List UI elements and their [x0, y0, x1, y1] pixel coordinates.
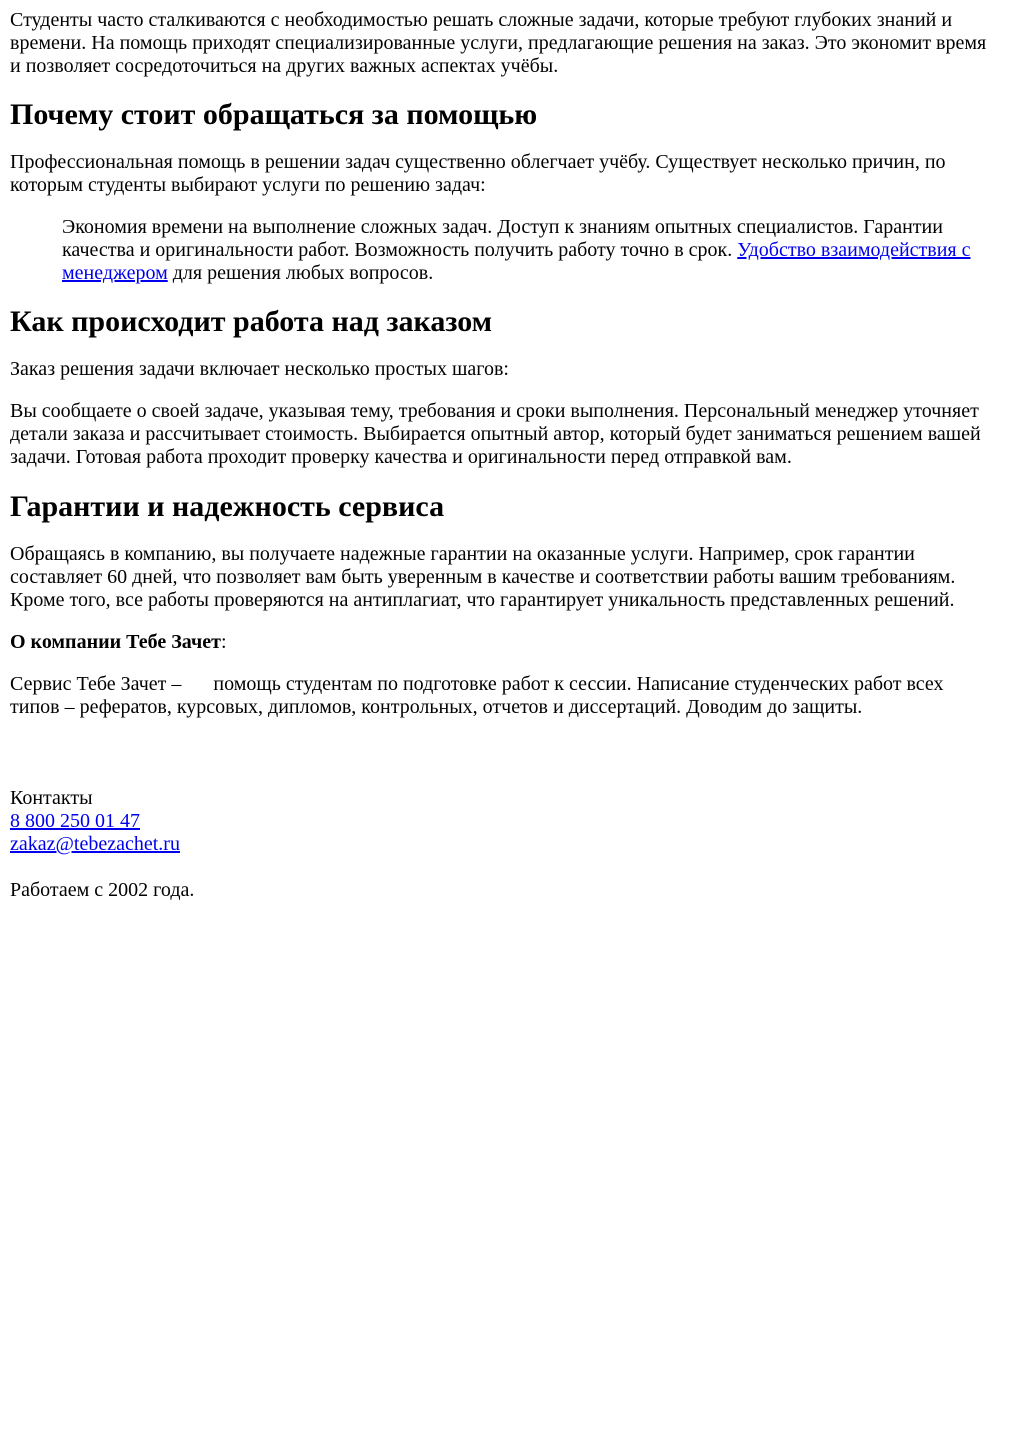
- about-title: [10, 631, 994, 654]
- heading-guarantees: Гарантии и надежность сервиса: [10, 490, 445, 523]
- manager-link[interactable]: Удобство взаимодействия с менеджером: [62, 239, 971, 284]
- about-title-bold: О компании Тебе Зачет: [10, 631, 221, 653]
- phone-link[interactable]: 8 800 250 01 47: [10, 810, 140, 832]
- benefits-tail: для решения любых вопросов.: [172, 262, 434, 284]
- guarantees-paragraph: Обращаясь в компанию, вы получаете надежные гарантии на оказанные услуги. Например, срок гарантии составляет 60 дней, что позволяет вам быть уверенным в качестве и соответствии работы вашим требованиям. Кроме того, все работы проверяются на антиплагиат, что гарантирует уникальность представленных решений.: [10, 543, 956, 611]
- intro-paragraph: Студенты часто сталкиваются с необходимостью решать сложные задачи, которые требуют глубоких знаний и времени. На помощь приходят специализированные услуги, предлагающие решения на заказ. Это экономит время и позволяет сосредоточиться на других важных аспектах учёбы.: [10, 9, 987, 77]
- email-link[interactable]: zakaz@tebezachet.ru: [10, 833, 180, 855]
- benefits-text: Экономия времени на выполнение сложных задач. Доступ к знаниям опытных специалистов. Гарантии качества и оригинальности работ. Возможность получить работу точно в срок.: [62, 216, 943, 261]
- benefits-quote: [62, 216, 994, 285]
- contacts-block: [10, 787, 994, 902]
- contacts-label: Контакты: [10, 787, 93, 809]
- why-paragraph: Профессиональная помощь в решении задач существенно облегчает учёбу. Существует несколько причин, по которым студенты выбирают услуги по решению задач:: [10, 151, 946, 196]
- about-title-colon: :: [220, 631, 227, 653]
- heading-how: Как происходит работа над заказом: [10, 305, 493, 338]
- founded-text: Работаем с 2002 года.: [10, 879, 195, 901]
- how-paragraph: Заказ решения задачи включает несколько простых шагов:: [10, 358, 509, 380]
- how-steps-paragraph: Вы сообщаете о своей задаче, указывая тему, требования и сроки выполнения. Персональный менеджер уточняет детали заказа и рассчитывает стоимость. Выбирается опытный автор, который будет заниматься решением вашей задачи. Готовая работа проходит проверку качества и оригинальности перед отправкой вам.: [10, 400, 981, 468]
- about-paragraph: [10, 673, 994, 719]
- about-text-rest: помощь студентам по подготовке работ к сессии. Написание студенческих работ всех типов – рефератов, курсовых, дипломов, контрольных, отчетов и диссертаций. Доводим до защиты.: [10, 673, 944, 718]
- heading-why: Почему стоит обращаться за помощью: [10, 98, 538, 131]
- about-text-start: Сервис Тебе Зачет –: [10, 673, 182, 695]
